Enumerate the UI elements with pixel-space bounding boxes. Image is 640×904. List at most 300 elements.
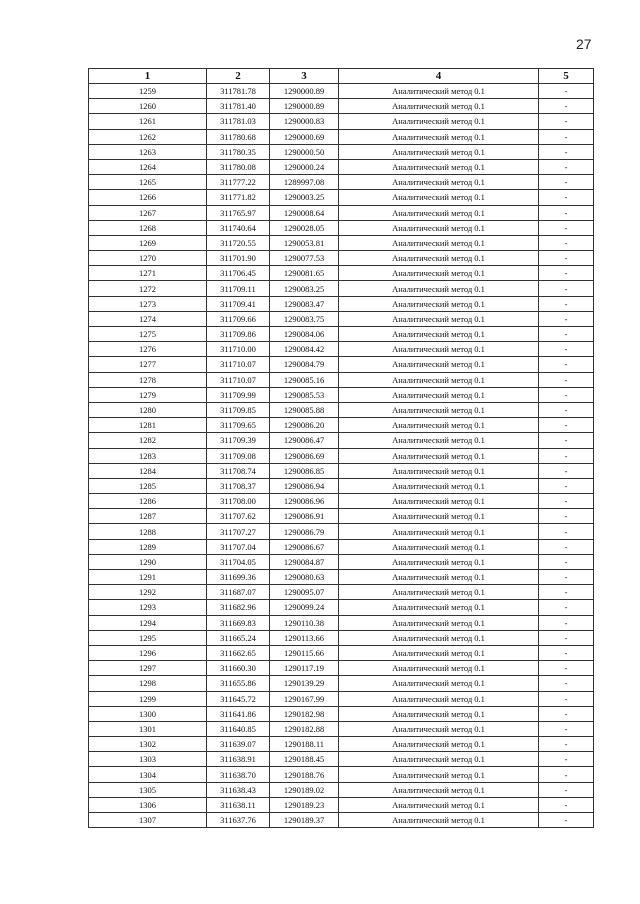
cell-point-number: 1260 xyxy=(89,99,207,114)
table-row xyxy=(89,645,594,660)
table-row xyxy=(89,266,594,281)
cell-method: Аналитический метод 0.1 xyxy=(339,797,539,812)
cell-accuracy: - xyxy=(539,342,594,357)
cell-method: Аналитический метод 0.1 xyxy=(339,554,539,569)
cell-method: Аналитический метод 0.1 xyxy=(339,676,539,691)
cell-point-number: 1293 xyxy=(89,600,207,615)
table-row xyxy=(89,175,594,190)
cell-accuracy: - xyxy=(539,752,594,767)
cell-x-coordinate: 311740.64 xyxy=(207,220,270,235)
cell-y-coordinate: 1290086.69 xyxy=(270,448,339,463)
cell-y-coordinate: 1290083.25 xyxy=(270,281,339,296)
cell-point-number: 1298 xyxy=(89,676,207,691)
cell-point-number: 1292 xyxy=(89,585,207,600)
table-row xyxy=(89,433,594,448)
cell-point-number: 1280 xyxy=(89,402,207,417)
cell-method: Аналитический метод 0.1 xyxy=(339,84,539,99)
table-row xyxy=(89,737,594,752)
cell-point-number: 1279 xyxy=(89,387,207,402)
cell-accuracy: - xyxy=(539,418,594,433)
cell-method: Аналитический метод 0.1 xyxy=(339,691,539,706)
cell-x-coordinate: 311710.07 xyxy=(207,357,270,372)
cell-y-coordinate: 1290083.75 xyxy=(270,311,339,326)
cell-method: Аналитический метод 0.1 xyxy=(339,524,539,539)
cell-accuracy: - xyxy=(539,570,594,585)
cell-method: Аналитический метод 0.1 xyxy=(339,159,539,174)
cell-point-number: 1276 xyxy=(89,342,207,357)
cell-accuracy: - xyxy=(539,630,594,645)
cell-method: Аналитический метод 0.1 xyxy=(339,205,539,220)
table-row xyxy=(89,600,594,615)
cell-accuracy: - xyxy=(539,235,594,250)
cell-point-number: 1300 xyxy=(89,706,207,721)
cell-y-coordinate: 1290188.76 xyxy=(270,767,339,782)
cell-y-coordinate: 1290008.64 xyxy=(270,205,339,220)
cell-x-coordinate: 311704.05 xyxy=(207,554,270,569)
cell-x-coordinate: 311709.08 xyxy=(207,448,270,463)
cell-accuracy: - xyxy=(539,539,594,554)
cell-accuracy: - xyxy=(539,357,594,372)
cell-y-coordinate: 1290189.37 xyxy=(270,813,339,828)
cell-point-number: 1262 xyxy=(89,129,207,144)
table-row xyxy=(89,813,594,828)
cell-method: Аналитический метод 0.1 xyxy=(339,433,539,448)
table-row xyxy=(89,585,594,600)
cell-accuracy: - xyxy=(539,99,594,114)
table-row xyxy=(89,494,594,509)
cell-x-coordinate: 311640.85 xyxy=(207,721,270,736)
cell-method: Аналитический метод 0.1 xyxy=(339,463,539,478)
table-row xyxy=(89,615,594,630)
cell-point-number: 1259 xyxy=(89,84,207,99)
table-row xyxy=(89,99,594,114)
cell-point-number: 1285 xyxy=(89,478,207,493)
cell-point-number: 1307 xyxy=(89,813,207,828)
cell-accuracy: - xyxy=(539,281,594,296)
cell-method: Аналитический метод 0.1 xyxy=(339,372,539,387)
cell-point-number: 1271 xyxy=(89,266,207,281)
cell-accuracy: - xyxy=(539,220,594,235)
cell-point-number: 1281 xyxy=(89,418,207,433)
cell-x-coordinate: 311710.00 xyxy=(207,342,270,357)
table-row xyxy=(89,205,594,220)
cell-y-coordinate: 1290086.91 xyxy=(270,509,339,524)
cell-y-coordinate: 1290086.67 xyxy=(270,539,339,554)
cell-y-coordinate: 1290081.65 xyxy=(270,266,339,281)
cell-x-coordinate: 311669.83 xyxy=(207,615,270,630)
table-row xyxy=(89,129,594,144)
cell-accuracy: - xyxy=(539,585,594,600)
cell-x-coordinate: 311706.45 xyxy=(207,266,270,281)
cell-accuracy: - xyxy=(539,478,594,493)
cell-x-coordinate: 311701.90 xyxy=(207,251,270,266)
cell-method: Аналитический метод 0.1 xyxy=(339,99,539,114)
cell-point-number: 1296 xyxy=(89,645,207,660)
cell-point-number: 1268 xyxy=(89,220,207,235)
cell-method: Аналитический метод 0.1 xyxy=(339,296,539,311)
cell-y-coordinate: 1290167.99 xyxy=(270,691,339,706)
cell-accuracy: - xyxy=(539,661,594,676)
cell-point-number: 1267 xyxy=(89,205,207,220)
header-col-2: 2 xyxy=(207,69,270,84)
cell-point-number: 1297 xyxy=(89,661,207,676)
cell-x-coordinate: 311709.86 xyxy=(207,327,270,342)
cell-point-number: 1299 xyxy=(89,691,207,706)
table-row xyxy=(89,797,594,812)
table-row xyxy=(89,509,594,524)
cell-accuracy: - xyxy=(539,691,594,706)
cell-y-coordinate: 1290000.89 xyxy=(270,84,339,99)
cell-point-number: 1287 xyxy=(89,509,207,524)
cell-method: Аналитический метод 0.1 xyxy=(339,767,539,782)
cell-x-coordinate: 311781.78 xyxy=(207,84,270,99)
cell-method: Аналитический метод 0.1 xyxy=(339,190,539,205)
cell-x-coordinate: 311645.72 xyxy=(207,691,270,706)
cell-y-coordinate: 1290115.66 xyxy=(270,645,339,660)
cell-x-coordinate: 311777.22 xyxy=(207,175,270,190)
cell-accuracy: - xyxy=(539,190,594,205)
table-row xyxy=(89,752,594,767)
header-col-1: 1 xyxy=(89,69,207,84)
cell-accuracy: - xyxy=(539,645,594,660)
cell-method: Аналитический метод 0.1 xyxy=(339,281,539,296)
cell-x-coordinate: 311707.27 xyxy=(207,524,270,539)
cell-y-coordinate: 1289997.08 xyxy=(270,175,339,190)
cell-x-coordinate: 311682.96 xyxy=(207,600,270,615)
cell-point-number: 1272 xyxy=(89,281,207,296)
cell-accuracy: - xyxy=(539,600,594,615)
cell-point-number: 1302 xyxy=(89,737,207,752)
cell-method: Аналитический метод 0.1 xyxy=(339,266,539,281)
cell-point-number: 1291 xyxy=(89,570,207,585)
table-row xyxy=(89,159,594,174)
header-col-4: 4 xyxy=(339,69,539,84)
cell-y-coordinate: 1290099.24 xyxy=(270,600,339,615)
cell-point-number: 1275 xyxy=(89,327,207,342)
cell-x-coordinate: 311641.86 xyxy=(207,706,270,721)
table-row xyxy=(89,235,594,250)
cell-method: Аналитический метод 0.1 xyxy=(339,175,539,190)
cell-y-coordinate: 1290095.07 xyxy=(270,585,339,600)
cell-method: Аналитический метод 0.1 xyxy=(339,661,539,676)
cell-y-coordinate: 1290000.89 xyxy=(270,99,339,114)
cell-x-coordinate: 311709.85 xyxy=(207,402,270,417)
cell-point-number: 1282 xyxy=(89,433,207,448)
cell-point-number: 1295 xyxy=(89,630,207,645)
table-row xyxy=(89,251,594,266)
cell-point-number: 1263 xyxy=(89,144,207,159)
cell-y-coordinate: 1290086.79 xyxy=(270,524,339,539)
cell-x-coordinate: 311637.76 xyxy=(207,813,270,828)
cell-point-number: 1274 xyxy=(89,311,207,326)
table-row xyxy=(89,478,594,493)
cell-method: Аналитический метод 0.1 xyxy=(339,509,539,524)
cell-point-number: 1277 xyxy=(89,357,207,372)
cell-point-number: 1278 xyxy=(89,372,207,387)
table-row xyxy=(89,706,594,721)
table-row xyxy=(89,721,594,736)
cell-method: Аналитический метод 0.1 xyxy=(339,782,539,797)
cell-y-coordinate: 1290086.85 xyxy=(270,463,339,478)
cell-accuracy: - xyxy=(539,175,594,190)
cell-method: Аналитический метод 0.1 xyxy=(339,721,539,736)
cell-accuracy: - xyxy=(539,311,594,326)
cell-y-coordinate: 1290083.47 xyxy=(270,296,339,311)
cell-y-coordinate: 1290086.20 xyxy=(270,418,339,433)
cell-method: Аналитический метод 0.1 xyxy=(339,129,539,144)
table-row xyxy=(89,418,594,433)
cell-point-number: 1269 xyxy=(89,235,207,250)
cell-y-coordinate: 1290189.23 xyxy=(270,797,339,812)
cell-point-number: 1303 xyxy=(89,752,207,767)
cell-accuracy: - xyxy=(539,159,594,174)
cell-accuracy: - xyxy=(539,676,594,691)
cell-accuracy: - xyxy=(539,114,594,129)
cell-accuracy: - xyxy=(539,296,594,311)
cell-method: Аналитический метод 0.1 xyxy=(339,585,539,600)
cell-y-coordinate: 1290080.63 xyxy=(270,570,339,585)
cell-x-coordinate: 311710.07 xyxy=(207,372,270,387)
cell-point-number: 1305 xyxy=(89,782,207,797)
cell-point-number: 1273 xyxy=(89,296,207,311)
cell-y-coordinate: 1290182.98 xyxy=(270,706,339,721)
cell-y-coordinate: 1290053.81 xyxy=(270,235,339,250)
cell-method: Аналитический метод 0.1 xyxy=(339,478,539,493)
cell-y-coordinate: 1290085.16 xyxy=(270,372,339,387)
cell-method: Аналитический метод 0.1 xyxy=(339,600,539,615)
cell-method: Аналитический метод 0.1 xyxy=(339,539,539,554)
table-row xyxy=(89,524,594,539)
table-row xyxy=(89,296,594,311)
cell-accuracy: - xyxy=(539,84,594,99)
cell-x-coordinate: 311638.70 xyxy=(207,767,270,782)
table-row xyxy=(89,463,594,478)
header-col-5: 5 xyxy=(539,69,594,84)
cell-point-number: 1261 xyxy=(89,114,207,129)
cell-accuracy: - xyxy=(539,737,594,752)
cell-y-coordinate: 1290003.25 xyxy=(270,190,339,205)
cell-point-number: 1270 xyxy=(89,251,207,266)
cell-x-coordinate: 311638.91 xyxy=(207,752,270,767)
cell-x-coordinate: 311771.82 xyxy=(207,190,270,205)
cell-y-coordinate: 1290084.79 xyxy=(270,357,339,372)
cell-accuracy: - xyxy=(539,813,594,828)
cell-x-coordinate: 311709.41 xyxy=(207,296,270,311)
cell-method: Аналитический метод 0.1 xyxy=(339,630,539,645)
cell-method: Аналитический метод 0.1 xyxy=(339,235,539,250)
cell-method: Аналитический метод 0.1 xyxy=(339,402,539,417)
cell-x-coordinate: 311707.62 xyxy=(207,509,270,524)
cell-point-number: 1266 xyxy=(89,190,207,205)
table-row xyxy=(89,144,594,159)
cell-y-coordinate: 1290182.88 xyxy=(270,721,339,736)
cell-x-coordinate: 311709.66 xyxy=(207,311,270,326)
cell-method: Аналитический метод 0.1 xyxy=(339,615,539,630)
cell-y-coordinate: 1290139.29 xyxy=(270,676,339,691)
cell-method: Аналитический метод 0.1 xyxy=(339,570,539,585)
cell-accuracy: - xyxy=(539,494,594,509)
cell-accuracy: - xyxy=(539,387,594,402)
cell-method: Аналитический метод 0.1 xyxy=(339,418,539,433)
cell-accuracy: - xyxy=(539,205,594,220)
cell-y-coordinate: 1290188.45 xyxy=(270,752,339,767)
cell-x-coordinate: 311638.43 xyxy=(207,782,270,797)
cell-method: Аналитический метод 0.1 xyxy=(339,251,539,266)
cell-x-coordinate: 311638.11 xyxy=(207,797,270,812)
cell-accuracy: - xyxy=(539,129,594,144)
page-number: 27 xyxy=(576,36,592,52)
cell-x-coordinate: 311699.36 xyxy=(207,570,270,585)
cell-x-coordinate: 311709.99 xyxy=(207,387,270,402)
cell-x-coordinate: 311639.07 xyxy=(207,737,270,752)
cell-y-coordinate: 1290077.53 xyxy=(270,251,339,266)
cell-method: Аналитический метод 0.1 xyxy=(339,357,539,372)
table-row xyxy=(89,782,594,797)
coordinates-table xyxy=(88,68,594,828)
cell-accuracy: - xyxy=(539,402,594,417)
table-row xyxy=(89,676,594,691)
table-row xyxy=(89,661,594,676)
cell-accuracy: - xyxy=(539,463,594,478)
table-row xyxy=(89,554,594,569)
cell-x-coordinate: 311709.11 xyxy=(207,281,270,296)
cell-point-number: 1304 xyxy=(89,767,207,782)
cell-method: Аналитический метод 0.1 xyxy=(339,706,539,721)
cell-point-number: 1264 xyxy=(89,159,207,174)
cell-x-coordinate: 311662.65 xyxy=(207,645,270,660)
cell-y-coordinate: 1290000.69 xyxy=(270,129,339,144)
table-body xyxy=(89,84,594,828)
cell-method: Аналитический метод 0.1 xyxy=(339,144,539,159)
cell-y-coordinate: 1290188.11 xyxy=(270,737,339,752)
cell-x-coordinate: 311765.97 xyxy=(207,205,270,220)
table-row xyxy=(89,387,594,402)
cell-point-number: 1283 xyxy=(89,448,207,463)
table-row xyxy=(89,281,594,296)
cell-x-coordinate: 311708.37 xyxy=(207,478,270,493)
table-row xyxy=(89,539,594,554)
table-header-row xyxy=(89,69,594,84)
table-row xyxy=(89,691,594,706)
cell-y-coordinate: 1290086.96 xyxy=(270,494,339,509)
cell-y-coordinate: 1290113.66 xyxy=(270,630,339,645)
table-row xyxy=(89,448,594,463)
cell-y-coordinate: 1290110.38 xyxy=(270,615,339,630)
cell-accuracy: - xyxy=(539,524,594,539)
cell-method: Аналитический метод 0.1 xyxy=(339,114,539,129)
cell-accuracy: - xyxy=(539,554,594,569)
cell-method: Аналитический метод 0.1 xyxy=(339,220,539,235)
cell-y-coordinate: 1290085.88 xyxy=(270,402,339,417)
cell-x-coordinate: 311780.68 xyxy=(207,129,270,144)
table-row xyxy=(89,570,594,585)
cell-method: Аналитический метод 0.1 xyxy=(339,448,539,463)
cell-y-coordinate: 1290000.50 xyxy=(270,144,339,159)
cell-x-coordinate: 311665.24 xyxy=(207,630,270,645)
cell-method: Аналитический метод 0.1 xyxy=(339,813,539,828)
cell-accuracy: - xyxy=(539,433,594,448)
cell-x-coordinate: 311780.35 xyxy=(207,144,270,159)
cell-x-coordinate: 311687.07 xyxy=(207,585,270,600)
cell-x-coordinate: 311709.65 xyxy=(207,418,270,433)
cell-y-coordinate: 1290086.47 xyxy=(270,433,339,448)
cell-x-coordinate: 311709.39 xyxy=(207,433,270,448)
cell-x-coordinate: 311781.40 xyxy=(207,99,270,114)
table-row xyxy=(89,630,594,645)
cell-accuracy: - xyxy=(539,721,594,736)
cell-y-coordinate: 1290000.83 xyxy=(270,114,339,129)
cell-accuracy: - xyxy=(539,327,594,342)
cell-accuracy: - xyxy=(539,797,594,812)
cell-y-coordinate: 1290084.87 xyxy=(270,554,339,569)
cell-method: Аналитический метод 0.1 xyxy=(339,494,539,509)
cell-x-coordinate: 311781.03 xyxy=(207,114,270,129)
cell-x-coordinate: 311780.08 xyxy=(207,159,270,174)
table-row xyxy=(89,190,594,205)
cell-y-coordinate: 1290117.19 xyxy=(270,661,339,676)
cell-x-coordinate: 311720.55 xyxy=(207,235,270,250)
cell-accuracy: - xyxy=(539,509,594,524)
cell-method: Аналитический метод 0.1 xyxy=(339,342,539,357)
cell-y-coordinate: 1290084.42 xyxy=(270,342,339,357)
cell-accuracy: - xyxy=(539,251,594,266)
cell-point-number: 1289 xyxy=(89,539,207,554)
cell-accuracy: - xyxy=(539,448,594,463)
cell-y-coordinate: 1290084.06 xyxy=(270,327,339,342)
cell-method: Аналитический метод 0.1 xyxy=(339,752,539,767)
table-row xyxy=(89,767,594,782)
cell-y-coordinate: 1290085.53 xyxy=(270,387,339,402)
cell-accuracy: - xyxy=(539,782,594,797)
cell-accuracy: - xyxy=(539,706,594,721)
cell-point-number: 1286 xyxy=(89,494,207,509)
cell-y-coordinate: 1290086.94 xyxy=(270,478,339,493)
table-row xyxy=(89,114,594,129)
cell-point-number: 1294 xyxy=(89,615,207,630)
table-row xyxy=(89,372,594,387)
table-row xyxy=(89,327,594,342)
table-row xyxy=(89,342,594,357)
cell-accuracy: - xyxy=(539,615,594,630)
cell-method: Аналитический метод 0.1 xyxy=(339,327,539,342)
cell-method: Аналитический метод 0.1 xyxy=(339,311,539,326)
cell-method: Аналитический метод 0.1 xyxy=(339,387,539,402)
cell-point-number: 1265 xyxy=(89,175,207,190)
header-col-3: 3 xyxy=(270,69,339,84)
cell-x-coordinate: 311660.30 xyxy=(207,661,270,676)
cell-y-coordinate: 1290028.05 xyxy=(270,220,339,235)
table-row xyxy=(89,84,594,99)
cell-point-number: 1290 xyxy=(89,554,207,569)
cell-method: Аналитический метод 0.1 xyxy=(339,737,539,752)
cell-accuracy: - xyxy=(539,266,594,281)
cell-x-coordinate: 311708.74 xyxy=(207,463,270,478)
cell-point-number: 1284 xyxy=(89,463,207,478)
table-row xyxy=(89,311,594,326)
cell-method: Аналитический метод 0.1 xyxy=(339,645,539,660)
cell-x-coordinate: 311655.86 xyxy=(207,676,270,691)
cell-point-number: 1306 xyxy=(89,797,207,812)
cell-point-number: 1288 xyxy=(89,524,207,539)
cell-y-coordinate: 1290189.02 xyxy=(270,782,339,797)
cell-x-coordinate: 311708.00 xyxy=(207,494,270,509)
cell-accuracy: - xyxy=(539,144,594,159)
table-row xyxy=(89,402,594,417)
cell-point-number: 1301 xyxy=(89,721,207,736)
table-row xyxy=(89,220,594,235)
cell-y-coordinate: 1290000.24 xyxy=(270,159,339,174)
table-row xyxy=(89,357,594,372)
